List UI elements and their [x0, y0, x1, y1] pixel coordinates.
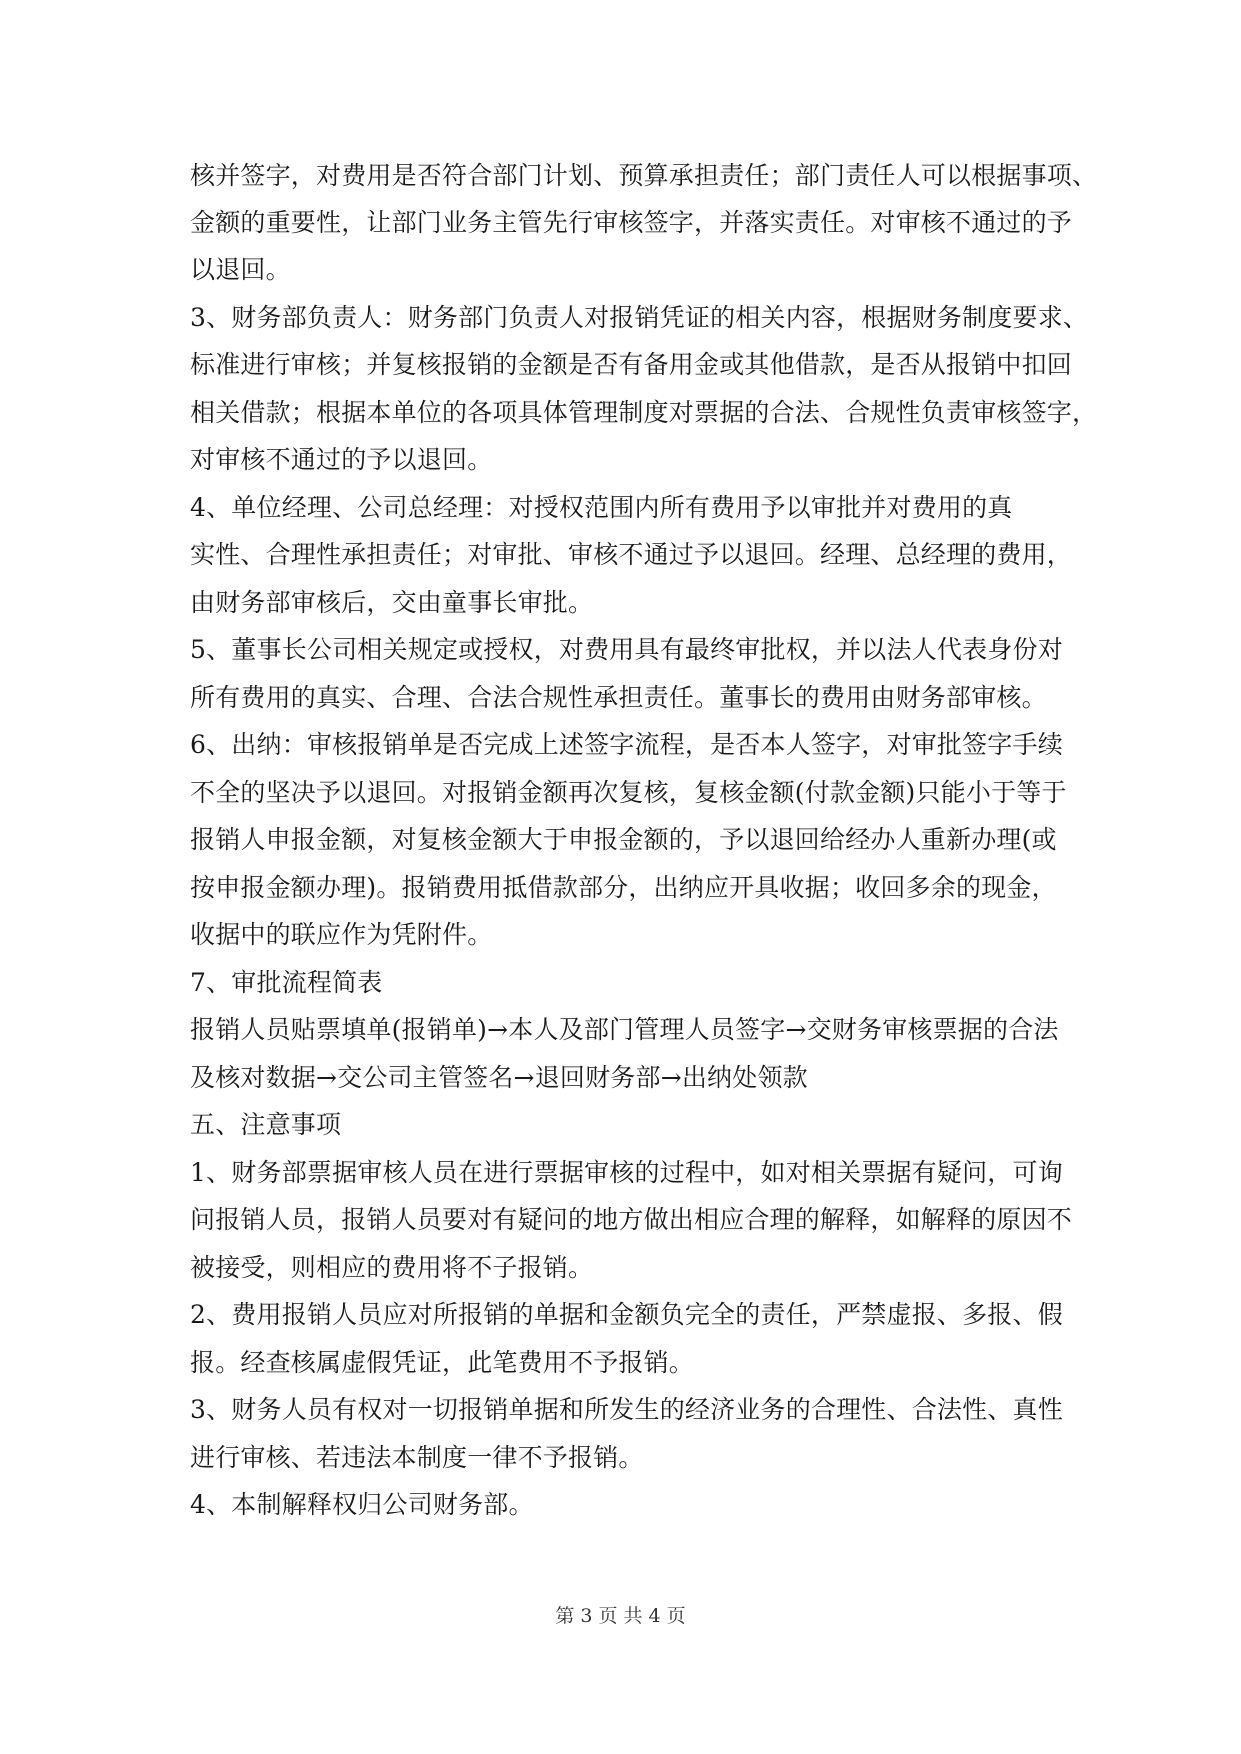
- body-line: 报。经查核属虚假凭证，此笔费用不予报销。: [190, 1348, 695, 1377]
- body-line: 报销人申报金额，对复核金额大于申报金额的，予以退回给经办人重新办理(或: [190, 825, 1057, 854]
- body-line: 相关借款；根据本单位的各项具体管理制度对票据的合法、合规性负责审核签字，: [190, 398, 1098, 427]
- body-line: 核并签字，对费用是否符合部门计划、预算承担责任；部门责任人可以根据事项、: [190, 161, 1098, 190]
- section-heading: 五、注意事项: [190, 1110, 342, 1139]
- body-line: 报销人员贴票填单(报销单)→本人及部门管理人员签字→交财务审核票据的合法: [190, 1015, 1059, 1044]
- body-line: 1、财务部票据审核人员在进行票据审核的过程中，如对相关票据有疑问，可询: [190, 1158, 1063, 1187]
- body-line: 2、费用报销人员应对所报销的单据和金额负完全的责任，严禁虚报、多报、假: [190, 1300, 1063, 1329]
- body-line: 金额的重要性，让部门业务主管先行审核签字，并落实责任。对审核不通过的予: [190, 208, 1073, 237]
- body-line: 4、本制解释权归公司财务部。: [190, 1490, 534, 1519]
- body-line: 实性、合理性承担责任；对审批、审核不通过予以退回。经理、总经理的费用，: [190, 540, 1073, 569]
- page-number-footer: 第 3 页 共 4 页: [555, 1605, 686, 1627]
- body-line: 按申报金额办理)。报销费用抵借款部分，出纳应开具收据；收回多余的现金，: [190, 873, 1057, 902]
- body-line: 问报销人员，报销人员要对有疑问的地方做出相应合理的解释，如解释的原因不: [190, 1205, 1073, 1234]
- body-line: 由财务部审核后，交由童事长审批。: [190, 588, 594, 617]
- body-line: 被接受，则相应的费用将不子报销。: [190, 1253, 594, 1282]
- body-line: 对审核不通过的予以退回。: [190, 445, 493, 474]
- body-line: 所有费用的真实、合理、合法合规性承担责任。董事长的费用由财务部审核。: [190, 683, 1047, 712]
- body-line: 3、财务人员有权对一切报销单据和所发生的经济业务的合理性、合法性、真性: [190, 1395, 1063, 1424]
- body-line: 不全的坚决予以退回。对报销金额再次复核，复核金额(付款金额)只能小于等于: [190, 778, 1067, 807]
- section-heading: 7、审批流程简表: [190, 968, 383, 997]
- body-line: 3、财务部负责人：财务部门负责人对报销凭证的相关内容，根据财务制度要求、: [190, 303, 1089, 332]
- body-line: 6、出纳：审核报销单是否完成上述签字流程，是否本人签字，对审批签字手续: [190, 730, 1063, 759]
- body-line: 标准进行审核；并复核报销的金额是否有备用金或其他借款，是否从报销中扣回: [190, 350, 1073, 379]
- body-line: 收据中的联应作为凭附件。: [190, 920, 493, 949]
- body-line: 及核对数据→交公司主管签名→退回财务部→出纳处领款: [190, 1063, 808, 1092]
- body-line: 4、单位经理、公司总经理：对授权范围内所有费用予以审批并对费用的真: [190, 493, 1013, 522]
- body-line: 进行审核、若违法本制度一律不予报销。: [190, 1443, 644, 1472]
- body-line: 5、董事长公司相关规定或授权，对费用具有最终审批权，并以法人代表身份对: [190, 635, 1063, 664]
- body-line: 以退回。: [190, 255, 291, 284]
